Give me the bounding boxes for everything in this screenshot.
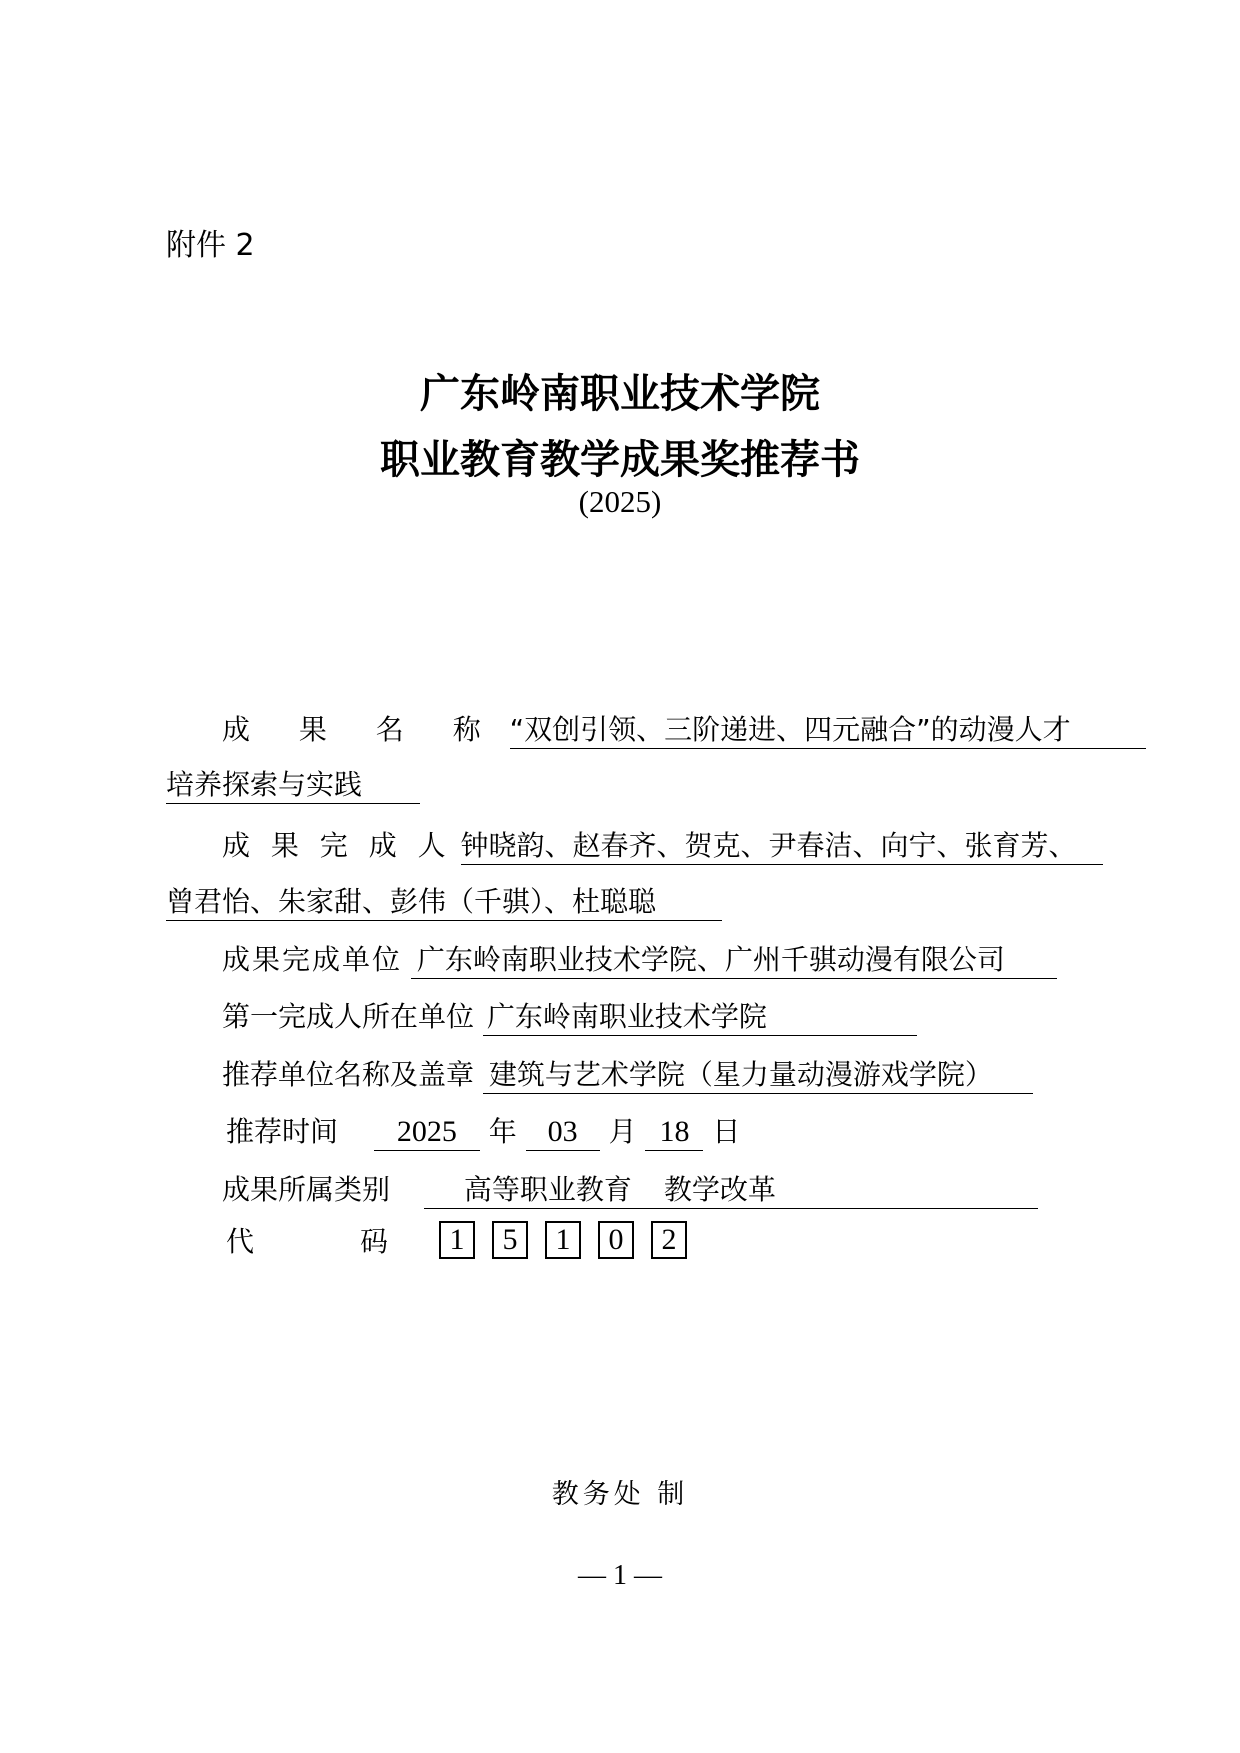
field-name-row1 xyxy=(222,710,1146,750)
field-time-row xyxy=(226,1112,740,1152)
field-time-label: 推荐时间 xyxy=(226,1115,339,1148)
document-title-line2: 职业教育教学成果奖推荐书 xyxy=(380,437,860,483)
field-recommender-value: 建筑与艺术学院（星力量动漫游戏学院） xyxy=(483,1057,1033,1094)
field-units-value: 广东岭南职业技术学院、广州千骐动漫有限公司 xyxy=(411,942,1057,979)
field-persons-label: 成 果 完 成 人 xyxy=(222,829,452,862)
field-first-unit-label: 第一完成人所在单位 xyxy=(222,1000,475,1033)
attachment-label: 附件 2 xyxy=(166,228,255,263)
field-first-unit-value: 广东岭南职业技术学院 xyxy=(483,999,917,1036)
page-number: — 1 — xyxy=(578,1560,662,1591)
code-digit-box: 1 xyxy=(545,1221,581,1259)
field-time-year-unit: 年 xyxy=(488,1115,517,1148)
field-name-value-line1: “双创引领、三阶递进、四元融合”的动漫人才 xyxy=(510,712,1146,749)
field-category-row xyxy=(222,1170,1038,1210)
field-persons-value-line2: 曾君怡、朱家甜、彭伟（千骐）、杜聪聪 xyxy=(166,884,722,921)
field-name-value-line2: 培养探索与实践 xyxy=(166,767,420,804)
field-time-month-unit: 月 xyxy=(608,1115,637,1148)
field-category-value2: 教学改革 xyxy=(663,1173,776,1206)
field-units-label: 成果完成单位 xyxy=(222,943,403,976)
field-time-year: 2025 xyxy=(374,1114,480,1151)
field-category-label: 成果所属类别 xyxy=(222,1173,391,1206)
code-digit-box: 2 xyxy=(651,1221,687,1259)
field-category-value1: 高等职业教育 xyxy=(463,1173,632,1206)
field-persons-row1 xyxy=(222,826,1103,866)
code-digit-box: 0 xyxy=(598,1221,634,1259)
field-code-label-b: 码 xyxy=(360,1225,389,1258)
document-title-line1: 广东岭南职业技术学院 xyxy=(420,371,820,417)
field-name-label: 成 果 名 称 xyxy=(222,713,501,746)
field-first-unit-row xyxy=(222,997,917,1037)
field-persons-row2 xyxy=(166,882,722,922)
field-time-month: 03 xyxy=(526,1114,600,1151)
field-recommender-row xyxy=(222,1055,1033,1095)
code-digit-box: 1 xyxy=(439,1221,475,1259)
field-name-row2 xyxy=(166,765,420,805)
field-persons-value-line1: 钟晓韵、赵春齐、贺克、尹春洁、向宁、张育芳、 xyxy=(461,828,1103,865)
code-digit-box: 5 xyxy=(492,1221,528,1259)
field-units-row xyxy=(222,940,1057,980)
field-time-day-unit: 日 xyxy=(712,1115,741,1148)
field-category-value xyxy=(424,1172,1038,1209)
issuer-label: 教务处 制 xyxy=(551,1479,689,1510)
field-recommender-label: 推荐单位名称及盖章 xyxy=(222,1058,475,1091)
field-time-day: 18 xyxy=(645,1114,703,1151)
document-year: (2025) xyxy=(578,484,662,519)
field-code-label-a: 代 xyxy=(226,1225,255,1258)
